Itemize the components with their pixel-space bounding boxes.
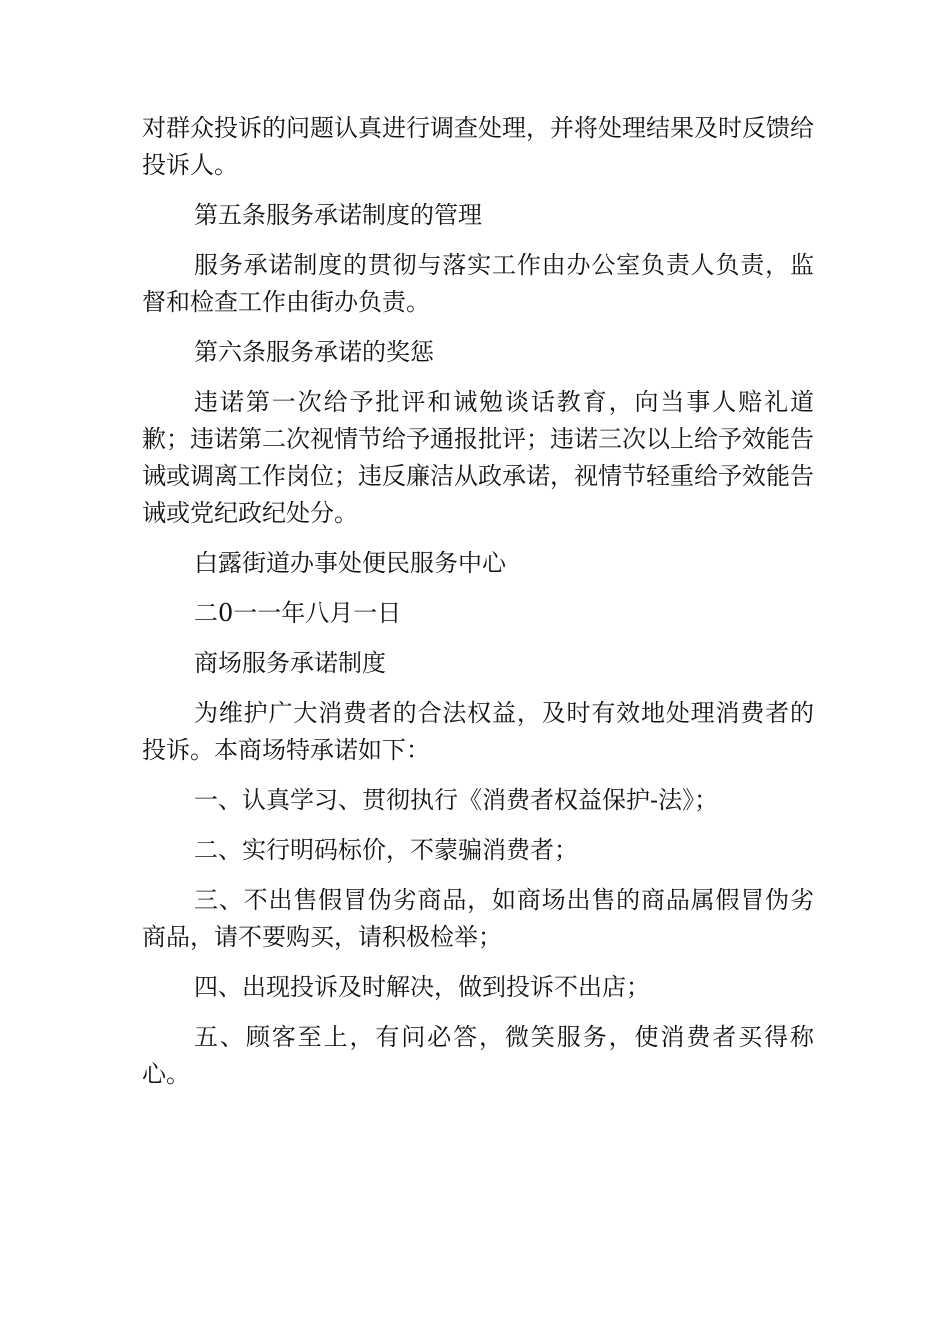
article-six-heading: 第六条服务承诺的奖惩 (194, 338, 434, 366)
paragraph-penalties: 违诺第一次给予批评和诫勉谈话教育，向当事人赔礼道歉；违诺第二次视情节给予通报批评；违诺三次以上给予效能告诫或调离工作岗位；违反廉洁从政承诺，视情节轻重给予效能告诫或党纪政纪处分。 (142, 388, 814, 527)
document-body (142, 110, 814, 1106)
paragraph-continuation: 对群众投诉的问题认真进行调查处理，并将处理结果及时反馈给投诉人。 (142, 114, 814, 179)
article-five-heading: 第五条服务承诺制度的管理 (194, 201, 482, 229)
section-title-mall: 商场服务承诺制度 (194, 649, 386, 677)
commitment-item-2: 二、实行明码标价，不蒙骗消费者； (194, 836, 578, 864)
paragraph-intro: 为维护广大消费者的合法权益，及时有效地处理消费者的投诉。本商场特承诺如下： (142, 699, 814, 764)
commitment-item-4: 四、出现投诉及时解决，做到投诉不出店； (194, 973, 650, 1001)
commitment-item-3: 三、不出售假冒伪劣商品，如商场出售的商品属假冒伪劣商品，请不要购买，请积极检举； (142, 886, 814, 951)
paragraph-management: 服务承诺制度的贯彻与落实工作由办公室负责人负责，监督和检查工作由街办负责。 (142, 251, 814, 316)
commitment-item-5: 五、顾客至上，有问必答，微笑服务，使消费者买得称心。 (142, 1023, 814, 1088)
issue-date: 二0一一年八月一日 (194, 599, 402, 627)
issuer-name: 白露街道办事处便民服务中心 (194, 549, 506, 577)
commitment-item-1: 一、认真学习、贯彻执行《消费者权益保护-法》； (194, 786, 719, 814)
